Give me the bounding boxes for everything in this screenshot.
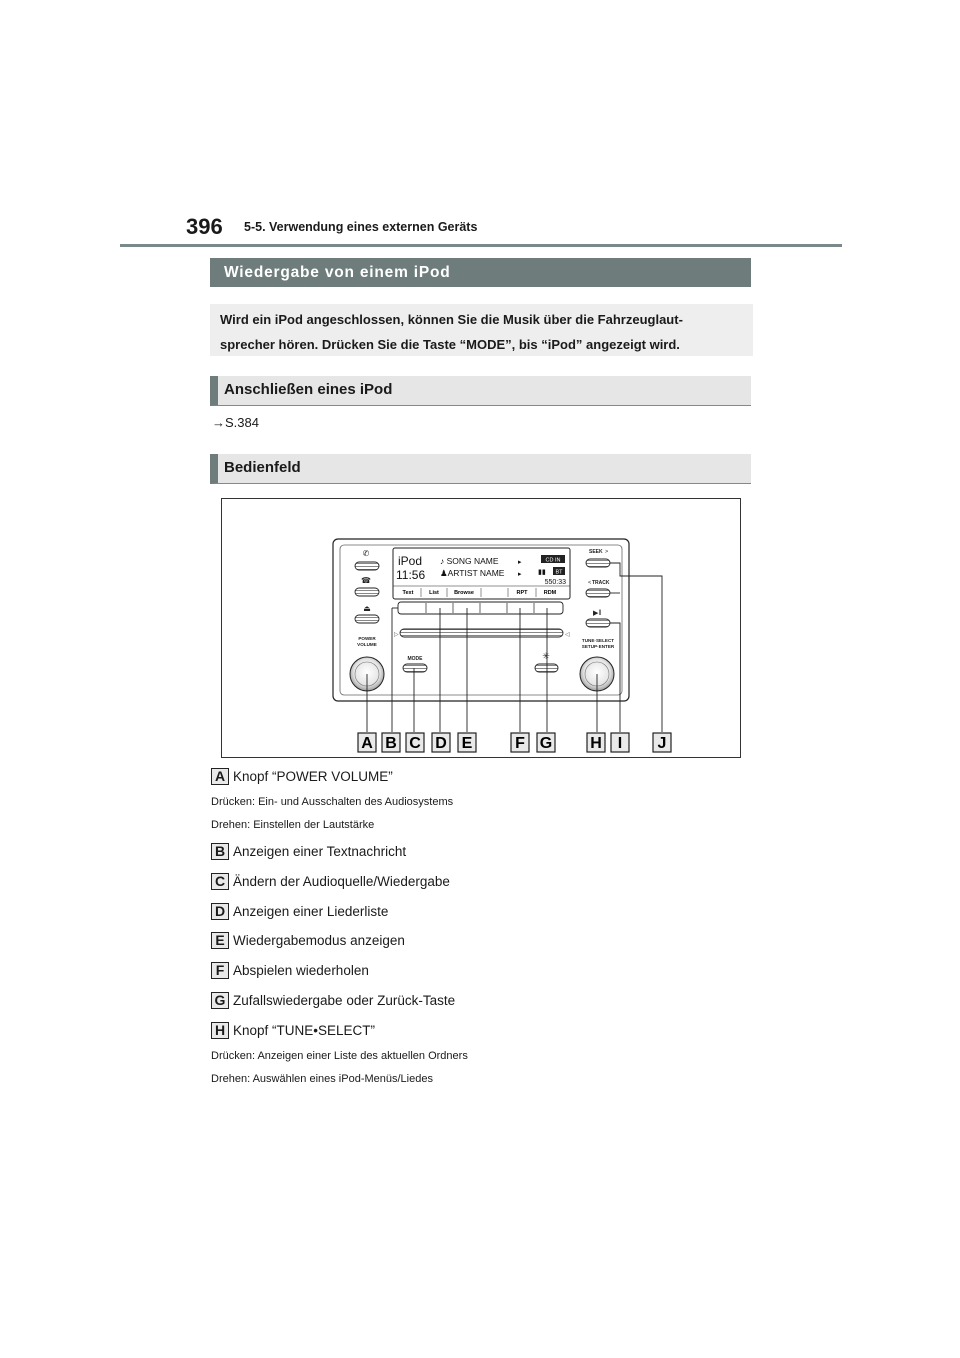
track-button	[586, 589, 610, 597]
seek-button	[586, 559, 610, 567]
intro-box	[210, 304, 753, 356]
svg-text:▸: ▸	[518, 571, 522, 578]
control-panel-diagram	[221, 498, 741, 758]
svg-text:<: <	[588, 580, 592, 586]
item-label: Anzeigen einer Textnachricht	[233, 844, 407, 859]
callout-e: E	[461, 735, 473, 752]
note-a-press: Drücken: Ein- und Ausschalten des Audiosystems	[211, 796, 454, 808]
svg-text:▸: ▸	[518, 559, 522, 566]
svg-text:▮▮: ▮▮	[538, 569, 546, 576]
item-label: Wiedergabemodus anzeigen	[233, 933, 405, 948]
callout-g: G	[539, 735, 553, 752]
list-item-d	[211, 903, 388, 920]
list-item-f	[211, 962, 369, 979]
note-h-turn: Drehen: Auswählen eines iPod-Menüs/Liedes	[211, 1073, 433, 1085]
section-header: 5-5. Verwendung eines externen Geräts	[244, 220, 478, 234]
display-counter: 550:33	[544, 579, 566, 586]
svg-text:✳: ✳	[542, 651, 550, 661]
list-item-e	[211, 932, 405, 949]
cd-slot	[400, 629, 563, 637]
main-title: Wiedergabe von einem iPod	[210, 258, 751, 287]
callout-j: J	[657, 735, 667, 752]
section-title-panel: Bedienfeld	[210, 454, 751, 484]
item-label: Zufallswiedergabe oder Zurück-Taste	[233, 993, 456, 1008]
softkey-list: List	[429, 590, 439, 596]
track-label: TRACK	[592, 580, 610, 586]
callout-b: B	[385, 735, 397, 752]
section-title-connect: Anschließen eines iPod	[210, 376, 751, 406]
radio-panel-illustration	[222, 499, 740, 757]
softkey-rdm: RDM	[543, 590, 557, 596]
item-label: Knopf “POWER VOLUME”	[233, 769, 393, 784]
intro-line-2: sprecher hören. Drücken Sie die Taste “MODE”, bis “iPod” angezeigt wird.	[220, 337, 680, 352]
item-label: Abspielen wiederholen	[233, 963, 369, 978]
note-a-turn: Drehen: Einstellen der Lautstärke	[211, 819, 375, 831]
mode-label: MODE	[407, 656, 423, 662]
list-item-b	[211, 843, 406, 860]
svg-text:▷: ▷	[394, 632, 399, 638]
list-item-g	[211, 992, 455, 1009]
list-item-h	[211, 1022, 375, 1039]
tune-label-2: SETUP·ENTER	[581, 644, 615, 649]
preset-button-bar	[398, 602, 563, 614]
softkey-browse: Browse	[454, 590, 474, 596]
header-rule	[120, 244, 842, 247]
page-number: 396	[186, 214, 223, 239]
callout-f: F	[515, 735, 525, 752]
callout-h: H	[590, 735, 602, 752]
callout-c: C	[409, 735, 421, 752]
display-badge-bt: BT	[555, 569, 563, 576]
callout-a: A	[361, 735, 373, 752]
item-letter-badge: F	[211, 962, 229, 979]
item-letter-badge: E	[211, 932, 229, 949]
play-pause-button	[586, 619, 610, 627]
softkey-text: Text	[402, 590, 414, 596]
display-song: ♪ SONG NAME	[440, 556, 499, 566]
item-letter-badge: A	[211, 768, 229, 785]
mode-button	[403, 664, 427, 672]
intro-line-1: Wird ein iPod angeschlossen, können Sie die Musik über die Fahrzeuglaut-	[220, 312, 683, 327]
callout-d: D	[435, 735, 447, 752]
note-h-press: Drücken: Anzeigen einer Liste des aktuellen Ordners	[211, 1050, 468, 1062]
power-label-2: VOLUME	[357, 642, 377, 647]
list-item-a	[211, 768, 393, 785]
display-badge-cd: CD IN	[545, 557, 561, 564]
softkey-rpt: RPT	[516, 590, 528, 596]
display-artist: ♟ARTIST NAME	[440, 568, 505, 578]
svg-text:✆: ✆	[362, 549, 370, 558]
tune-label-1: TUNE·SELECT	[581, 638, 615, 643]
setup-button	[535, 664, 558, 672]
svg-text:⏏: ⏏	[363, 604, 371, 613]
svg-text:◁: ◁	[565, 632, 570, 638]
item-letter-badge: C	[211, 873, 229, 890]
seek-label: SEEK	[589, 549, 603, 555]
power-label-1: POWER	[358, 636, 376, 641]
svg-text:>: >	[605, 549, 609, 555]
page-reference-link[interactable]: →S.384	[212, 415, 259, 430]
item-letter-badge: D	[211, 903, 229, 920]
display-time: 11:56	[396, 568, 426, 582]
callout-letters	[358, 733, 671, 752]
item-letter-badge: G	[211, 992, 229, 1009]
svg-text:☎: ☎	[361, 576, 371, 585]
svg-text:▶‖: ▶‖	[593, 610, 602, 617]
callout-i: I	[617, 735, 623, 752]
item-label: Knopf “TUNE•SELECT”	[233, 1023, 376, 1038]
list-item-c	[211, 873, 450, 890]
display-source: iPod	[398, 554, 423, 568]
item-letter-badge: H	[211, 1022, 229, 1039]
item-letter-badge: B	[211, 843, 229, 860]
item-label: Anzeigen einer Liederliste	[233, 904, 389, 919]
item-label: Ändern der Audioquelle/Wiedergabe	[233, 874, 450, 889]
